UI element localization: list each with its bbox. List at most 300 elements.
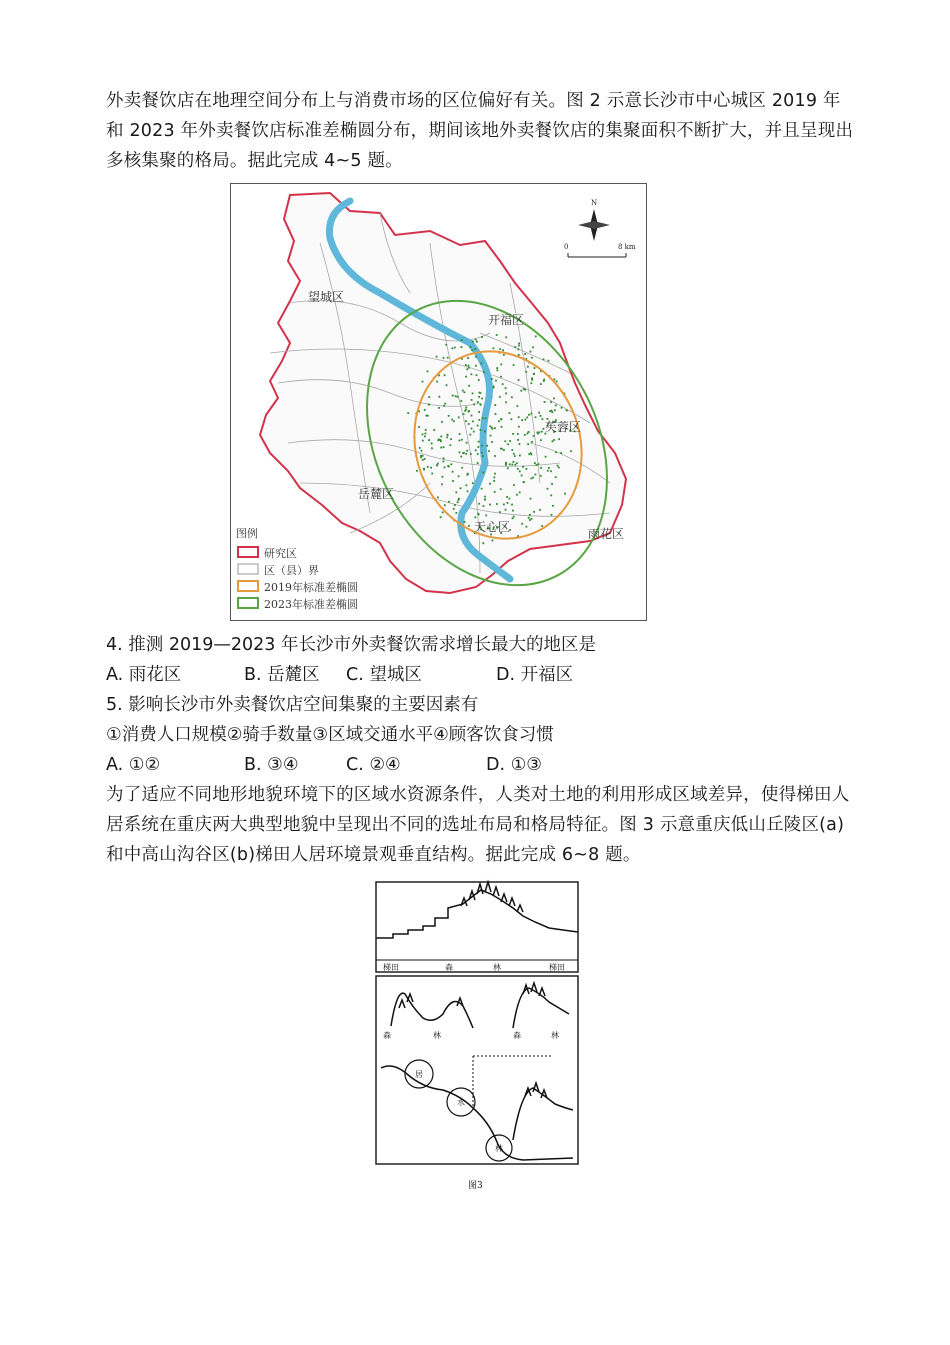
restaurant-point (507, 443, 509, 445)
restaurant-point (550, 495, 552, 497)
restaurant-point (519, 470, 521, 472)
restaurant-point (469, 434, 471, 436)
restaurant-point (465, 420, 467, 422)
restaurant-point (524, 434, 526, 436)
svg-text:0: 0 (564, 243, 569, 251)
restaurant-point (466, 474, 468, 476)
restaurant-point (471, 415, 473, 417)
restaurant-point (471, 428, 473, 430)
terrace-diagram (373, 878, 583, 1198)
restaurant-point (477, 462, 479, 464)
restaurant-point (535, 474, 537, 476)
restaurant-point (461, 439, 463, 441)
restaurant-point (513, 364, 515, 366)
restaurant-point (499, 348, 501, 350)
restaurant-point (446, 384, 448, 386)
restaurant-point (512, 517, 514, 519)
restaurant-point (528, 517, 530, 519)
restaurant-point (464, 521, 466, 523)
restaurant-point (496, 503, 498, 505)
restaurant-point (422, 434, 424, 436)
restaurant-point (538, 412, 540, 414)
restaurant-point (529, 514, 531, 516)
restaurant-point (524, 419, 526, 421)
restaurant-point (471, 373, 473, 375)
restaurant-point (437, 497, 439, 499)
restaurant-point (468, 525, 470, 527)
restaurant-point (476, 374, 478, 376)
q5-option-a[interactable]: A. ①② (106, 755, 161, 775)
restaurant-point (420, 456, 422, 458)
restaurant-point (484, 496, 486, 498)
restaurant-point (537, 463, 539, 465)
restaurant-point (433, 429, 435, 431)
restaurant-point (424, 436, 426, 438)
restaurant-point (513, 453, 515, 455)
restaurant-point (533, 435, 535, 437)
restaurant-point (450, 463, 452, 465)
restaurant-point (531, 518, 533, 520)
restaurant-point (440, 447, 442, 449)
restaurant-point (466, 368, 468, 370)
restaurant-point (512, 510, 514, 512)
district-label-wangcheng: 望城区 (308, 290, 345, 304)
restaurant-point (497, 369, 499, 371)
restaurant-point (533, 373, 535, 375)
restaurant-point (522, 466, 524, 468)
svg-text:梯田: 梯田 (549, 963, 565, 972)
restaurant-point (547, 488, 549, 490)
restaurant-point (436, 381, 438, 383)
restaurant-point (554, 409, 556, 411)
restaurant-point (450, 438, 452, 440)
q4-option-b[interactable]: B. 岳麓区 (244, 665, 320, 685)
restaurant-point (551, 411, 553, 413)
restaurant-point (465, 453, 467, 455)
svg-text:N: N (591, 199, 598, 207)
restaurant-point (570, 450, 572, 452)
restaurant-point (524, 389, 526, 391)
figure-3-terrace-profiles (373, 878, 583, 1198)
restaurant-point (526, 526, 528, 528)
restaurant-point (509, 440, 511, 442)
restaurant-point (561, 407, 563, 409)
restaurant-point (531, 379, 533, 381)
restaurant-point (482, 542, 484, 544)
restaurant-point (446, 437, 448, 439)
restaurant-point (427, 466, 429, 468)
svg-text:森: 森 (513, 1031, 521, 1040)
restaurant-point (494, 455, 496, 457)
restaurant-point (535, 336, 537, 338)
restaurant-point (480, 429, 482, 431)
restaurant-point (474, 348, 476, 350)
restaurant-point (459, 433, 461, 435)
restaurant-point (501, 418, 503, 420)
restaurant-point (454, 347, 456, 349)
restaurant-point (428, 439, 430, 441)
restaurant-point (483, 505, 485, 507)
restaurant-point (454, 504, 456, 506)
restaurant-point (452, 480, 454, 482)
district-label-yuhua: 雨花区 (588, 527, 625, 541)
restaurant-point (453, 420, 455, 422)
restaurant-point (509, 412, 511, 414)
restaurant-point (440, 439, 442, 441)
restaurant-point (455, 512, 457, 514)
restaurant-point (528, 414, 530, 416)
restaurant-point (424, 458, 426, 460)
restaurant-point (533, 511, 535, 513)
restaurant-point (491, 441, 493, 443)
restaurant-point (475, 449, 477, 451)
restaurant-point (566, 410, 568, 412)
restaurant-point (459, 440, 461, 442)
restaurant-point (505, 336, 507, 338)
restaurant-point (478, 514, 480, 516)
restaurant-point (465, 364, 467, 366)
restaurant-point (534, 367, 536, 369)
q5-option-c[interactable]: C. ②④ (346, 755, 401, 775)
restaurant-point (505, 387, 507, 389)
restaurant-point (517, 439, 519, 441)
q4-option-c[interactable]: C. 望城区 (346, 665, 422, 685)
restaurant-point (436, 464, 438, 466)
restaurant-point (518, 416, 520, 418)
restaurant-point (555, 476, 557, 478)
restaurant-point (484, 499, 486, 501)
restaurant-point (468, 423, 470, 425)
restaurant-point (507, 502, 509, 504)
restaurant-point (551, 483, 553, 485)
restaurant-point (480, 404, 482, 406)
restaurant-point (485, 417, 487, 419)
svg-text:林: 林 (495, 1144, 503, 1153)
restaurant-point (440, 436, 442, 438)
restaurant-point (557, 465, 559, 467)
restaurant-point (505, 463, 507, 465)
restaurant-point (528, 453, 530, 455)
restaurant-point (564, 493, 566, 495)
restaurant-point (536, 464, 538, 466)
restaurant-point (556, 381, 558, 383)
changsha-map (230, 183, 647, 621)
restaurant-point (443, 446, 445, 448)
restaurant-point (440, 516, 442, 518)
restaurant-point (468, 385, 470, 387)
restaurant-point (444, 374, 446, 376)
restaurant-point (521, 419, 523, 421)
restaurant-point (458, 498, 460, 500)
restaurant-point (459, 452, 461, 454)
restaurant-point (475, 339, 477, 341)
restaurant-point (496, 367, 498, 369)
restaurant-point (558, 438, 560, 440)
restaurant-point (447, 434, 449, 436)
restaurant-point (468, 410, 470, 412)
restaurant-point (500, 488, 502, 490)
restaurant-point (422, 381, 424, 383)
restaurant-point (527, 443, 529, 445)
restaurant-point (447, 357, 449, 359)
restaurant-point (475, 365, 477, 367)
restaurant-point (521, 523, 523, 525)
restaurant-point (470, 453, 472, 455)
restaurant-point (443, 357, 445, 359)
question-5-factors: ①消费人口规模②骑手数量③区域交通水平④顾客饮食习惯 (106, 725, 554, 745)
restaurant-point (511, 504, 513, 506)
restaurant-point (466, 484, 468, 486)
restaurant-point (480, 392, 482, 394)
svg-text:区（县）界: 区（县）界 (264, 564, 319, 577)
restaurant-point (551, 514, 553, 516)
restaurant-point (472, 393, 474, 395)
restaurant-point (516, 462, 518, 464)
restaurant-point (520, 390, 522, 392)
restaurant-point (494, 491, 496, 493)
restaurant-point (442, 512, 444, 514)
restaurant-point (540, 467, 542, 469)
restaurant-point (428, 403, 430, 405)
restaurant-point (467, 357, 469, 359)
restaurant-point (478, 379, 480, 381)
restaurant-point (503, 504, 505, 506)
restaurant-point (477, 446, 479, 448)
restaurant-point (519, 455, 521, 457)
restaurant-point (555, 451, 557, 453)
restaurant-point (424, 409, 426, 411)
restaurant-point (461, 339, 463, 341)
restaurant-point (462, 390, 464, 392)
restaurant-point (421, 450, 423, 452)
restaurant-point (517, 433, 519, 435)
restaurant-point (519, 492, 521, 494)
q5-option-b[interactable]: B. ③④ (244, 755, 299, 775)
restaurant-point (422, 459, 424, 461)
restaurant-point (514, 346, 516, 348)
q4-option-a[interactable]: A. 雨花区 (106, 665, 182, 685)
restaurant-point (441, 421, 443, 423)
restaurant-point (427, 370, 429, 372)
restaurant-point (504, 440, 506, 442)
restaurant-point (545, 456, 547, 458)
restaurant-point (526, 468, 528, 470)
restaurant-point (514, 455, 516, 457)
restaurant-point (491, 378, 493, 380)
q4-option-d[interactable]: D. 开福区 (496, 665, 574, 685)
restaurant-point (502, 383, 504, 385)
restaurant-point (464, 391, 466, 393)
restaurant-point (495, 413, 497, 415)
restaurant-point (523, 481, 525, 483)
restaurant-point (422, 440, 424, 442)
restaurant-point (513, 516, 515, 518)
district-label-kaifu: 开福区 (488, 313, 525, 327)
restaurant-point (455, 491, 457, 493)
restaurant-point (438, 407, 440, 409)
restaurant-point (518, 348, 520, 350)
restaurant-point (489, 425, 491, 427)
restaurant-point (502, 349, 504, 351)
restaurant-point (503, 354, 505, 356)
svg-text:8 km: 8 km (618, 243, 636, 251)
intro-paragraph-1: 外卖餐饮店在地理空间分布上与消费市场的区位偏好有关。图 2 示意长沙市中心城区 2019 年和 2023 年外卖餐饮店标准差椭圆分布，期间该地外卖餐饮店的集聚面积不断扩大，并且呈现出多核集聚的格局。据此完成 4~5 题。 (106, 91, 854, 171)
restaurant-point (472, 482, 474, 484)
restaurant-point (560, 452, 562, 454)
restaurant-point (481, 488, 483, 490)
restaurant-point (541, 525, 543, 527)
restaurant-point (449, 444, 451, 446)
restaurant-point (478, 441, 480, 443)
restaurant-point (416, 470, 418, 472)
restaurant-point (471, 399, 473, 401)
restaurant-point (547, 470, 549, 472)
restaurant-point (529, 519, 531, 521)
restaurant-point (555, 405, 557, 407)
svg-text:图例: 图例 (236, 527, 258, 540)
restaurant-point (419, 447, 421, 449)
restaurant-point (444, 403, 446, 405)
svg-text:森: 森 (445, 963, 453, 972)
figure-3-caption: 图3 (468, 1181, 483, 1191)
restaurant-point (466, 442, 468, 444)
restaurant-point (518, 343, 520, 345)
restaurant-point (541, 431, 543, 433)
restaurant-point (425, 429, 427, 431)
restaurant-point (521, 475, 523, 477)
restaurant-point (482, 417, 484, 419)
restaurant-point (514, 464, 516, 466)
restaurant-point (527, 433, 529, 435)
restaurant-point (531, 441, 533, 443)
restaurant-point (537, 433, 539, 435)
restaurant-point (524, 353, 526, 355)
restaurant-point (534, 462, 536, 464)
restaurant-point (543, 358, 545, 360)
restaurant-point (448, 415, 450, 417)
restaurant-point (423, 469, 425, 471)
restaurant-point (465, 407, 467, 409)
restaurant-point (505, 401, 507, 403)
restaurant-point (486, 445, 488, 447)
restaurant-point (483, 472, 485, 474)
restaurant-point (530, 351, 532, 353)
restaurant-point (452, 471, 454, 473)
restaurant-point (512, 433, 514, 435)
restaurant-point (431, 447, 433, 449)
restaurant-point (531, 357, 533, 359)
restaurant-point (518, 345, 520, 347)
restaurant-point (436, 356, 438, 358)
restaurant-point (427, 415, 429, 417)
restaurant-point (444, 467, 446, 469)
restaurant-point (503, 449, 505, 451)
svg-text:林: 林 (493, 963, 501, 972)
svg-text:林: 林 (551, 1031, 559, 1040)
restaurant-point (448, 466, 450, 468)
intro-paragraph-2: 为了适应不同地形地貌环境下的区域水资源条件，人类对土地的利用形成区域差异，使得梯田人居系统在重庆两大典型地貌中呈现出不同的选址布局和格局特征。图 3 示意重庆低山丘陵区(a)和中高山沟谷区(b)梯田人居环境景观垂直结构。据此完成 6~8 题。 (106, 785, 850, 865)
restaurant-point (511, 396, 513, 398)
restaurant-point (494, 404, 496, 406)
restaurant-point (511, 464, 513, 466)
restaurant-point (443, 405, 445, 407)
restaurant-point (493, 480, 495, 482)
restaurant-point (509, 498, 511, 500)
restaurant-point (540, 415, 542, 417)
restaurant-point (499, 396, 501, 398)
restaurant-point (443, 461, 445, 463)
restaurant-point (443, 457, 445, 459)
restaurant-point (457, 396, 459, 398)
restaurant-point (461, 346, 463, 348)
restaurant-point (530, 413, 532, 415)
restaurant-point (422, 455, 424, 457)
restaurant-point (464, 410, 466, 412)
restaurant-point (490, 435, 492, 437)
restaurant-point (517, 405, 519, 407)
restaurant-point (461, 467, 463, 469)
restaurant-point (438, 375, 440, 377)
restaurant-point (471, 349, 473, 351)
restaurant-point (509, 463, 511, 465)
restaurant-point (458, 417, 460, 419)
restaurant-point (473, 404, 475, 406)
restaurant-point (476, 341, 478, 343)
restaurant-point (452, 395, 454, 397)
restaurant-point (431, 473, 433, 475)
question-5-stem: 5. 影响长沙市外卖餐饮店空间集聚的主要因素有 (106, 695, 479, 715)
restaurant-point (494, 427, 496, 429)
restaurant-point (489, 504, 491, 506)
restaurant-point (438, 439, 440, 441)
restaurant-point (460, 456, 462, 458)
restaurant-point (448, 501, 450, 503)
restaurant-point (511, 418, 513, 420)
q5-option-d[interactable]: D. ①③ (486, 755, 542, 775)
restaurant-point (478, 411, 480, 413)
restaurant-point (525, 371, 527, 373)
restaurant-point (539, 509, 541, 511)
restaurant-point (475, 516, 477, 518)
restaurant-point (466, 450, 468, 452)
restaurant-point (455, 395, 457, 397)
restaurant-point (550, 470, 552, 472)
restaurant-point (493, 477, 495, 479)
restaurant-point (460, 400, 462, 402)
restaurant-point (425, 433, 427, 435)
restaurant-point (441, 483, 443, 485)
restaurant-point (507, 467, 509, 469)
restaurant-point (553, 398, 555, 400)
restaurant-point (444, 504, 446, 506)
restaurant-point (511, 449, 513, 451)
svg-text:居: 居 (415, 1070, 423, 1079)
panel-b-frame (376, 976, 578, 1164)
restaurant-point (517, 468, 519, 470)
figure-2-map (230, 183, 647, 621)
restaurant-point (505, 393, 507, 395)
restaurant-point (445, 344, 447, 346)
svg-text:水: 水 (457, 1098, 465, 1107)
restaurant-point (527, 366, 529, 368)
restaurant-point (442, 476, 444, 478)
restaurant-point (431, 443, 433, 445)
svg-text:2019年标准差椭圆: 2019年标准差椭圆 (264, 581, 358, 594)
restaurant-point (493, 387, 495, 389)
restaurant-point (495, 380, 497, 382)
restaurant-point (473, 431, 475, 433)
restaurant-point (532, 347, 534, 349)
